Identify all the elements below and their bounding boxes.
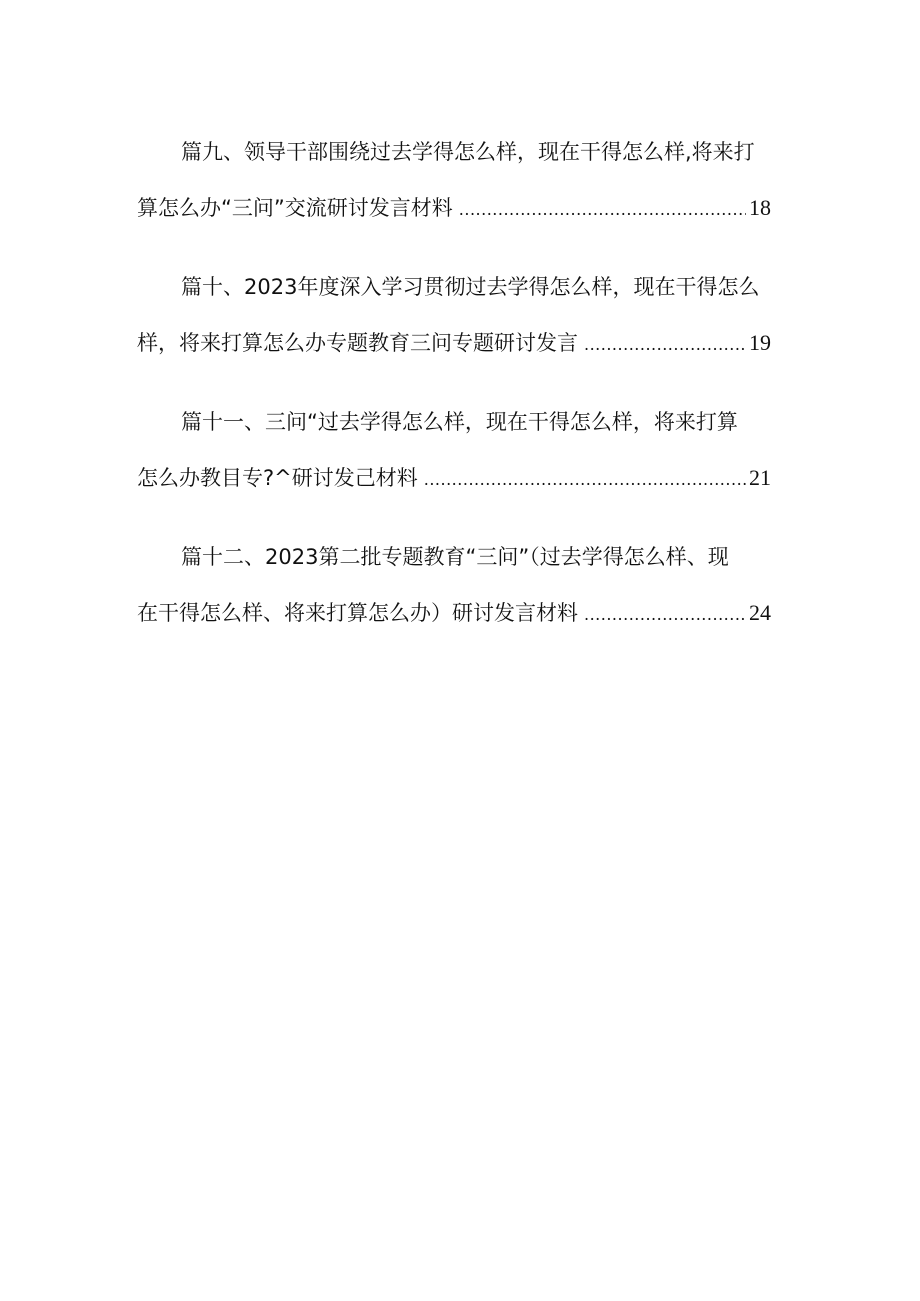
- toc-entry-title-line-1: 篇十一、三问“过去学得怎么样，现在干得怎么样，将来打算: [181, 410, 738, 434]
- toc-entry-title-line-2-row: [137, 585, 771, 641]
- toc-entry-title-line-2-row: [137, 180, 771, 236]
- dot-leader: [584, 587, 746, 641]
- dot-leader: [459, 182, 746, 236]
- toc-page-number: 24: [749, 600, 771, 625]
- toc-entry-title-line-2: 怎么办教目专?^研讨发己材料: [137, 466, 418, 490]
- toc-page-number: 19: [749, 330, 771, 355]
- toc-entry-title-line-1: 篇九、领导干部围绕过去学得怎么样，现在干得怎么样,将来打: [181, 140, 755, 164]
- toc-entry-title-line-2: 样，将来打算怎么办专题教育三问专题研讨发言: [137, 331, 578, 355]
- toc-entry[interactable]: [137, 529, 771, 641]
- toc-page-number: 21: [749, 465, 771, 490]
- toc-entry-title-line-1: 篇十二、2023第二批专题教育“三问”（过去学得怎么样、现: [181, 545, 729, 569]
- toc-entry[interactable]: [137, 259, 771, 371]
- dot-leader: [584, 317, 746, 371]
- dot-leader: [424, 452, 746, 506]
- toc-page-number: 18: [749, 195, 771, 220]
- toc-entry[interactable]: [137, 124, 771, 236]
- table-of-contents: [137, 124, 771, 664]
- toc-entry-title-line-2-row: [137, 450, 771, 506]
- toc-entry-title-line-2: 在干得怎么样、将来打算怎么办）研讨发言材料: [137, 601, 578, 625]
- toc-entry[interactable]: [137, 394, 771, 506]
- toc-entry-title-line-1: 篇十、2023年度深入学习贯彻过去学得怎么样，现在干得怎么: [181, 275, 760, 299]
- toc-entry-title-line-2: 算怎么办“三问”交流研讨发言材料: [137, 196, 453, 220]
- toc-entry-title-line-2-row: [137, 315, 771, 371]
